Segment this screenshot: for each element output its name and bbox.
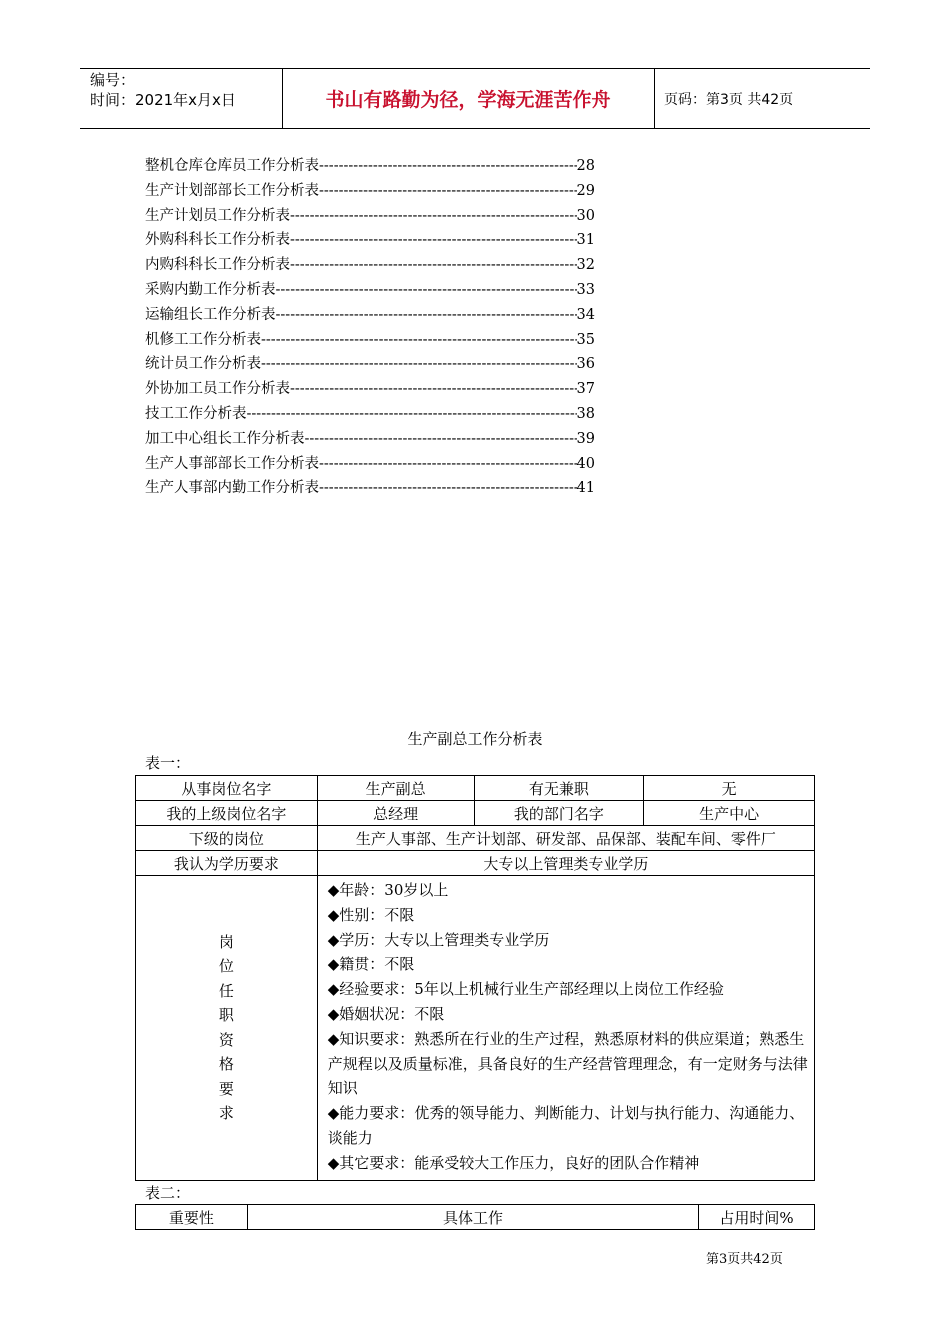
toc-entry-title: 生产计划部部长工作分析表 bbox=[145, 182, 319, 199]
toc-entry-title: 加工中心组长工作分析表 bbox=[145, 430, 305, 447]
table-row bbox=[136, 801, 815, 826]
toc-entry-page: 36 bbox=[576, 356, 595, 373]
header-meta bbox=[90, 70, 236, 110]
toc-entry[interactable] bbox=[145, 427, 595, 452]
list-item: ◆经验要求：5年以上机械行业生产部经理以上岗位工作经验 bbox=[327, 980, 724, 999]
list-item: ◆婚姻状况：不限 bbox=[327, 1004, 445, 1023]
toc-entry-page: 32 bbox=[576, 257, 595, 274]
toc-entry-page: 41 bbox=[576, 480, 595, 497]
list-item: ◆学历：大专以上管理类专业学历 bbox=[327, 930, 550, 949]
toc-entry-title: 生产人事部内勤工作分析表 bbox=[145, 480, 319, 497]
job-title-label: 从事岗位名字 bbox=[136, 776, 318, 801]
header-bottom-rule bbox=[80, 128, 870, 129]
toc-entry-page: 35 bbox=[576, 331, 595, 348]
toc-leader bbox=[319, 158, 577, 174]
toc-entry-title: 技工工作分析表 bbox=[145, 405, 247, 422]
toc-entry[interactable] bbox=[145, 452, 595, 477]
toc-entry[interactable] bbox=[145, 476, 595, 501]
toc-entry-title: 生产人事部部长工作分析表 bbox=[145, 455, 319, 472]
toc-leader bbox=[247, 406, 577, 422]
header-top-rule bbox=[80, 68, 870, 69]
qualification-label bbox=[136, 876, 318, 1181]
toc-entry[interactable] bbox=[145, 303, 595, 328]
toc-leader bbox=[261, 332, 577, 348]
toc-entry-page: 33 bbox=[576, 281, 595, 298]
table-row bbox=[136, 826, 815, 851]
importance-header: 重要性 bbox=[136, 1205, 248, 1230]
header-page-number: 页码：第3页 共42页 bbox=[664, 92, 794, 108]
education-value: 大专以上管理类专业学历 bbox=[317, 851, 814, 876]
list-item: ◆知识要求：熟悉所在行业的生产过程，熟悉原材料的供应渠道；熟悉生产规程以及质量标准，具备良好的生产经营管理理念，有一定财务与法律知识 bbox=[327, 1029, 808, 1098]
superior-label: 我的上级岗位名字 bbox=[136, 801, 318, 826]
toc-entry[interactable] bbox=[145, 352, 595, 377]
table-row bbox=[136, 851, 815, 876]
toc-entry-title: 整机仓库仓库员工作分析表 bbox=[145, 158, 319, 174]
header-motto: 书山有路勤为径，学海无涯苦作舟 bbox=[325, 89, 611, 111]
toc-entry[interactable] bbox=[145, 179, 595, 204]
toc-entry-page: 30 bbox=[576, 207, 595, 224]
toc-leader bbox=[290, 208, 577, 224]
toc-leader bbox=[319, 183, 577, 199]
section-title: 生产副总工作分析表 bbox=[407, 730, 543, 748]
toc-leader bbox=[261, 356, 577, 372]
toc-entry-title: 机修工工作分析表 bbox=[145, 331, 261, 348]
toc-entry[interactable] bbox=[145, 253, 595, 278]
toc-entry-page: 31 bbox=[576, 232, 595, 249]
duties-table bbox=[135, 1204, 815, 1230]
toc-entry-page: 39 bbox=[576, 430, 595, 447]
toc-entry-page: 34 bbox=[576, 306, 595, 323]
education-label: 我认为学历要求 bbox=[136, 851, 318, 876]
toc-entry-page: 29 bbox=[576, 182, 595, 199]
part-time-label: 有无兼职 bbox=[474, 776, 644, 801]
toc-entry-title: 采购内勤工作分析表 bbox=[145, 281, 276, 298]
qualification-list bbox=[317, 876, 814, 1181]
toc-leader bbox=[276, 307, 577, 323]
list-item: ◆其它要求：能承受较大工作压力，良好的团队合作精神 bbox=[327, 1153, 700, 1172]
toc-entry-title: 内购科科长工作分析表 bbox=[145, 257, 290, 274]
header-date: 时间：2021年x月x日 bbox=[90, 91, 236, 109]
toc-leader bbox=[276, 282, 577, 298]
list-item: ◆籍贯：不限 bbox=[327, 955, 415, 974]
list-item: ◆性别：不限 bbox=[327, 905, 415, 924]
toc-entry-page: 28 bbox=[576, 158, 595, 174]
footer-page-number: 第3页共42页 bbox=[706, 1252, 783, 1267]
toc-leader bbox=[290, 381, 577, 397]
table-of-contents bbox=[145, 154, 595, 501]
department-value: 生产中心 bbox=[644, 801, 815, 826]
toc-leader bbox=[290, 257, 577, 273]
table-row bbox=[136, 776, 815, 801]
toc-entry-page: 38 bbox=[576, 405, 595, 422]
table-header-row bbox=[136, 1205, 815, 1230]
department-label: 我的部门名字 bbox=[474, 801, 644, 826]
part-time-value: 无 bbox=[644, 776, 815, 801]
toc-entry-page: 37 bbox=[576, 381, 595, 398]
superior-value: 总经理 bbox=[317, 801, 474, 826]
toc-entry-title: 外购科科长工作分析表 bbox=[145, 232, 290, 249]
table-row bbox=[136, 876, 815, 1181]
job-title-value: 生产副总 bbox=[317, 776, 474, 801]
toc-entry[interactable] bbox=[145, 328, 595, 353]
job-info-table bbox=[135, 775, 815, 1181]
header-divider-right bbox=[654, 68, 655, 129]
toc-leader bbox=[319, 456, 577, 472]
toc-entry[interactable] bbox=[145, 402, 595, 427]
subordinates-value: 生产人事部、生产计划部、研发部、品保部、装配车间、零件厂 bbox=[317, 826, 814, 851]
toc-entry-title: 外协加工员工作分析表 bbox=[145, 381, 290, 398]
toc-leader bbox=[319, 480, 577, 496]
subordinates-label: 下级的岗位 bbox=[136, 826, 318, 851]
toc-entry-title: 生产计划员工作分析表 bbox=[145, 207, 290, 224]
toc-entry[interactable] bbox=[145, 154, 595, 179]
header-number: 编号： bbox=[90, 71, 136, 89]
table1-label: 表一： bbox=[145, 754, 191, 772]
toc-entry[interactable] bbox=[145, 377, 595, 402]
toc-entry-title: 统计员工作分析表 bbox=[145, 356, 261, 373]
list-item: ◆能力要求：优秀的领导能力、判断能力、计划与执行能力、沟通能力、谈能力 bbox=[327, 1104, 805, 1147]
table2-label: 表二： bbox=[145, 1184, 191, 1202]
time-share-header: 占用时间% bbox=[699, 1205, 815, 1230]
toc-entry[interactable] bbox=[145, 278, 595, 303]
toc-entry-title: 运输组长工作分析表 bbox=[145, 306, 276, 323]
qualification-label-text: 岗 位 任 职 资 格 要 求 bbox=[218, 932, 234, 1123]
toc-entry[interactable] bbox=[145, 228, 595, 253]
toc-leader bbox=[305, 431, 577, 447]
list-item: ◆年龄：30岁以上 bbox=[327, 881, 449, 899]
duty-header: 具体工作 bbox=[247, 1205, 698, 1230]
toc-entry-page: 40 bbox=[576, 455, 595, 472]
toc-entry[interactable] bbox=[145, 204, 595, 229]
toc-leader bbox=[290, 232, 577, 248]
